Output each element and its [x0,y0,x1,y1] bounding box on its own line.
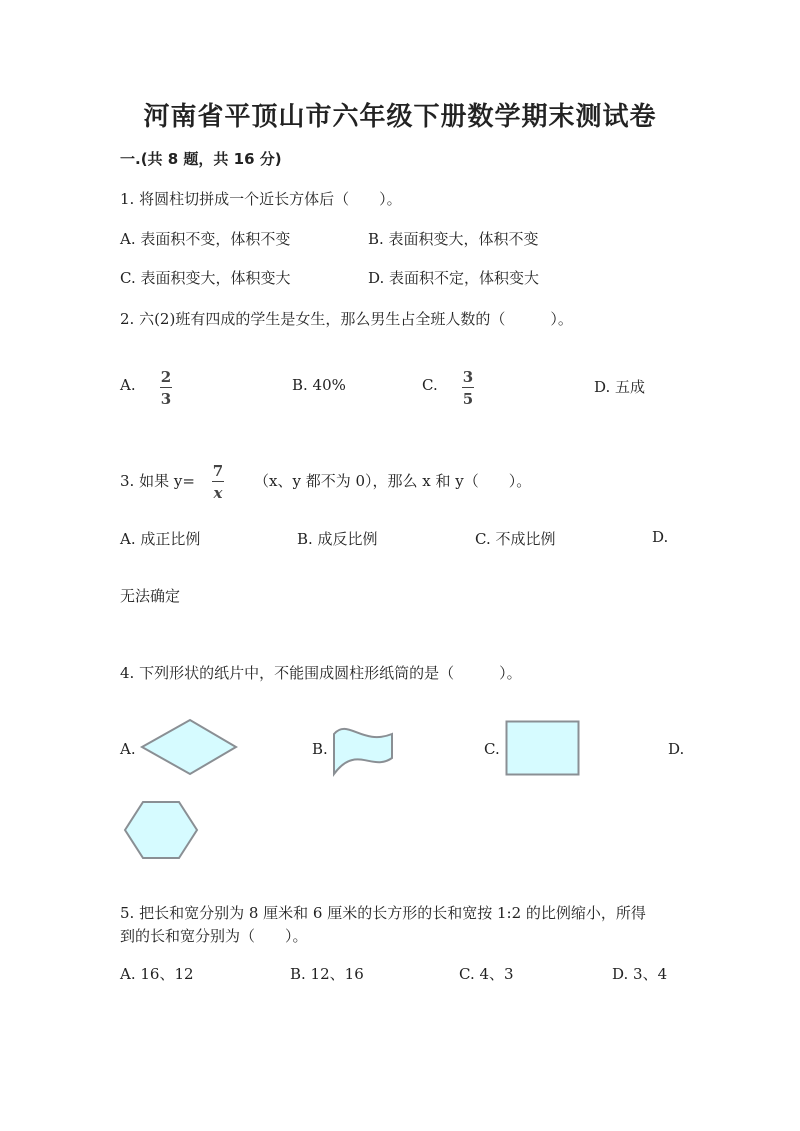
question-5-option-b: B. 12、16 [290,965,364,983]
question-2-option-a-label: A. [120,376,136,394]
question-1-option-b: B. 表面积变大，体积不变 [368,230,539,248]
question-3-stem-pre: 3. 如果 y= [120,472,195,490]
fraction-numerator: 3 [462,368,474,386]
section-heading: 一.(共 8 题，共 16 分) [120,150,282,168]
question-5-stem-line-2: 到的长和宽分别为（ ）。 [120,927,308,945]
question-5-option-a: A. 16、12 [120,965,194,983]
question-1-option-a: A. 表面积不变，体积不变 [120,230,291,248]
question-1-option-d: D. 表面积不定，体积变大 [368,269,540,287]
question-3-fraction [212,462,224,502]
question-2-option-d: D. 五成 [594,378,646,396]
question-3-option-c: C. 不成比例 [475,530,556,548]
fraction-bar [160,387,172,388]
question-4-option-a-label: A. [120,740,136,758]
fraction-denominator: 5 [462,390,474,408]
question-2-stem: 2. 六(2)班有四成的学生是女生，那么男生占全班人数的（ ）。 [120,310,573,328]
fraction-numerator: 2 [160,368,172,386]
question-3-stem-post: （x、y 都不为 0），那么 x 和 y（ ）。 [254,472,532,490]
fraction-bar [462,387,474,388]
question-3-option-a: A. 成正比例 [120,530,201,548]
question-2-option-c-fraction [462,368,474,408]
question-4-option-b-label: B. [312,740,328,758]
hexagon-shape [123,800,201,860]
page-title: 河南省平顶山市六年级下册数学期末测试卷 [143,102,657,132]
question-1-stem: 1. 将圆柱切拼成一个近长方体后（ ）。 [120,190,402,208]
question-2-option-a-fraction [160,368,172,408]
question-5-stem-line-1: 5. 把长和宽分别为 8 厘米和 6 厘米的长方形的长和宽按 1:2 的比例缩小，所得 [120,904,646,922]
fraction-numerator: 7 [212,462,224,480]
question-3-option-b: B. 成反比例 [297,530,378,548]
question-3-option-d-text: 无法确定 [120,587,181,605]
wavy-rectangle-shape [330,720,400,778]
question-3-option-d-label: D. [652,528,669,546]
question-2-option-b: B. 40% [292,376,346,394]
rhombus-shape [140,718,240,776]
question-5-option-c: C. 4、3 [459,965,514,983]
question-2-option-c-label: C. [422,376,438,394]
rectangle-shape [505,720,581,778]
question-4-option-c-label: C. [484,740,500,758]
question-5-option-d: D. 3、4 [612,965,668,983]
fraction-denominator: 3 [160,390,172,408]
question-1-option-c: C. 表面积变大，体积变大 [120,269,291,287]
fraction-bar [212,481,224,482]
fraction-denominator: x [213,484,223,502]
question-4-stem: 4. 下列形状的纸片中，不能围成圆柱形纸筒的是（ ）。 [120,664,522,682]
question-4-option-d-label: D. [668,740,685,758]
